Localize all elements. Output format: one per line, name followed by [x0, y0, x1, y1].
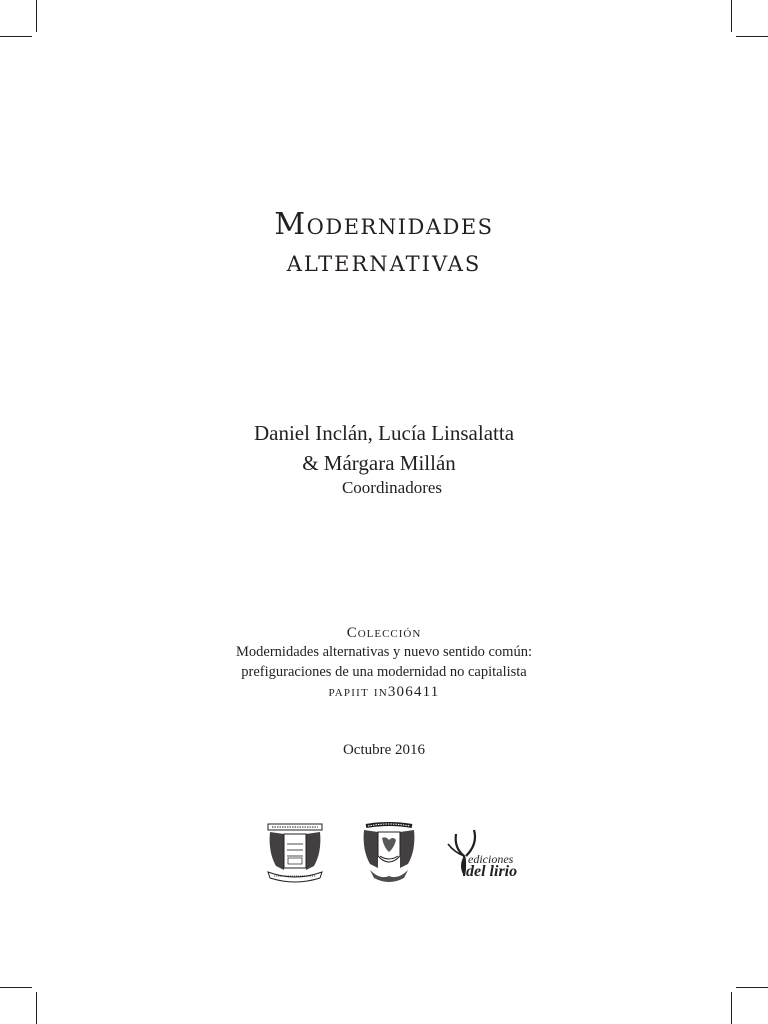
- publication-date: Octubre 2016: [342, 742, 426, 758]
- collection-line-2: prefiguraciones de una modernidad no capitalista: [241, 664, 527, 680]
- collection-line-1: Modernidades alternativas y nuevo sentido común:: [236, 644, 532, 660]
- authors-role: Coordinadores: [341, 478, 443, 497]
- crop-mark-top-right-h: [736, 36, 768, 37]
- publisher-logo-line-1: ediciones: [468, 852, 514, 866]
- crop-mark-top-left-v: [36, 0, 37, 32]
- crop-mark-top-right-v: [731, 0, 732, 32]
- book-subtitle: alternativas: [286, 244, 482, 279]
- crop-mark-top-left-h: [0, 36, 32, 37]
- authors-line-1: Daniel Inclán, Lucía Linsalatta: [253, 421, 515, 445]
- unam-seal-icon: [360, 822, 418, 884]
- authors-line-2: & Márgara Millán: [302, 451, 456, 475]
- publisher-logo-line-2: del lirio: [466, 863, 518, 880]
- crop-mark-bottom-right-v: [731, 992, 732, 1024]
- collection-heading: Colección: [346, 625, 422, 641]
- crop-mark-bottom-left-h: [0, 987, 32, 988]
- crop-mark-bottom-left-v: [36, 992, 37, 1024]
- crop-mark-bottom-right-h: [736, 987, 768, 988]
- collection-code: papiit in306411: [328, 684, 440, 700]
- book-title: Modernidades: [274, 207, 494, 242]
- unam-faculty-seal-icon: [264, 822, 326, 884]
